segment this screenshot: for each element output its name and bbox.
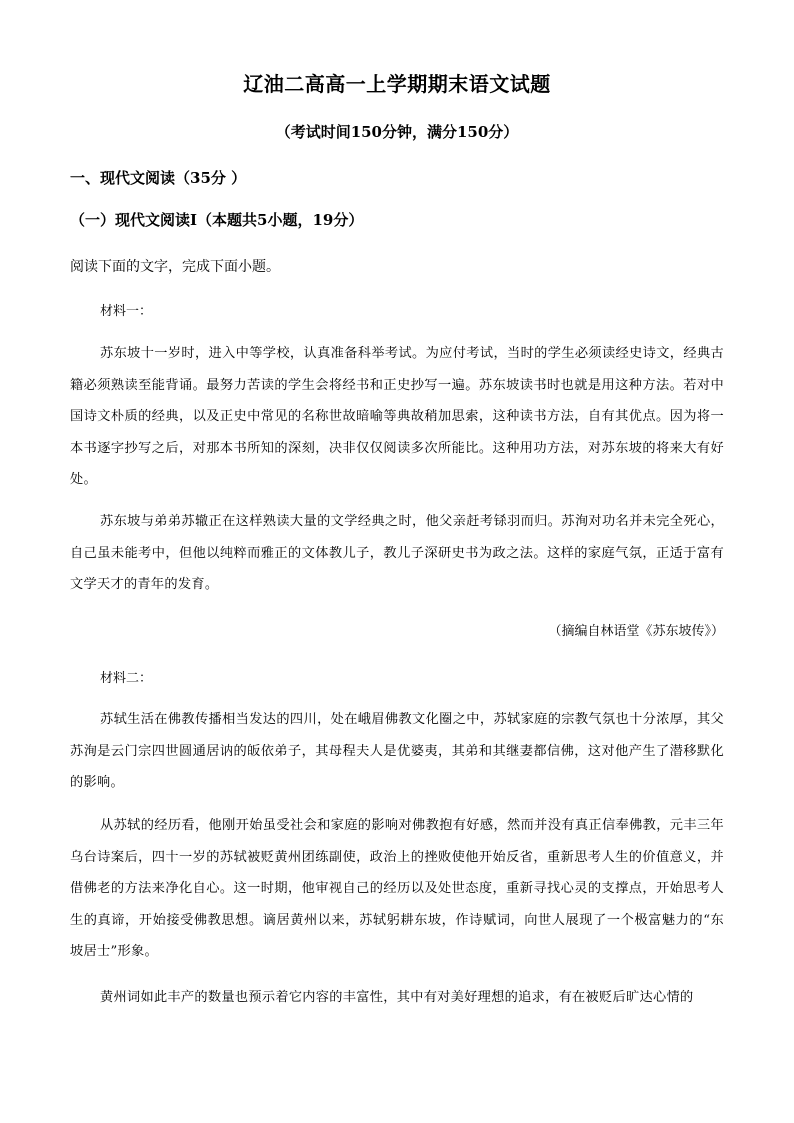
material-two-paragraph-2: 从苏轼的经历看，他刚开始虽受社会和家庭的影响对佛教抱有好感，然而并没有真正信奉佛教，元丰三年乌台诗案后，四十一岁的苏轼被贬黄州团练副使，政治上的挫败使他开始反省，重新思考人生的价值意义，并借佛老的方法来净化自心。这一时期，他审视自己的经历以及处世态度，重新寻找心灵的支撑点，开始思考人生的真谛，开始接受佛教思想。谪居黄州以来，苏轼躬耕东坡，作诗赋词，向世人展现了一个极富魅力的“东坡居士”形象。 [70, 818, 724, 959]
reading-instruction: 阅读下面的文字，完成下面小题。 [70, 259, 280, 275]
section-heading: 一、现代文阅读（35分 ） [70, 169, 247, 187]
subsection-heading: （一）现代文阅读Ⅰ（本题共5小题，19分） [70, 211, 364, 229]
exam-info: （考试时间150分钟，满分150分） [275, 123, 519, 141]
material-one-paragraph-2: 苏东坡与弟弟苏辙正在这样熟读大量的文学经典之时，他父亲赶考铩羽而归。苏洵对功名并未完全死心，自己虽未能考中，但他以纯粹而雅正的文体教儿子，教儿子深研史书为政之法。这样的家庭气氛，正适于富有文学天才的青年的发育。 [70, 514, 724, 592]
material-two-label: 材料二： [100, 671, 153, 686]
material-two-paragraph-3: 黄州词如此丰产的数量也预示着它内容的丰富性，其中有对美好理想的追求，有在被贬后旷达心情的 [100, 990, 694, 1005]
page-title: 辽油二高高一上学期期末语文试题 [243, 72, 551, 96]
material-one-label: 材料一： [100, 304, 153, 319]
material-one-paragraph-1: 苏东坡十一岁时，进入中等学校，认真准备科举考试。为应付考试，当时的学生必须读经史诗文，经典古籍必须熟读至能背诵。最努力苦读的学生会将经书和正史抄写一遍。苏东坡读书时也就是用这种方法。若对中国诗文朴质的经典，以及正史中常见的名称世故暗喻等典故稍加思索，这种读书方法，自有其优点。因为将一本书逐字抄写之后，对那本书所知的深刻，决非仅仅阅读多次所能比。这种用功方法，对苏东坡的将来大有好处。 [70, 346, 724, 487]
material-two-paragraph-1: 苏轼生活在佛教传播相当发达的四川，处在峨眉佛教文化圈之中，苏轼家庭的宗教气氛也十分浓厚，其父苏洵是云门宗四世圆通居讷的皈依弟子，其母程夫人是优婆夷，其弟和其继妻都信佛，这对他产生了潜移默化的影响。 [70, 712, 724, 790]
material-one-source: （摘编自林语堂《苏东坡传》） [548, 624, 724, 639]
